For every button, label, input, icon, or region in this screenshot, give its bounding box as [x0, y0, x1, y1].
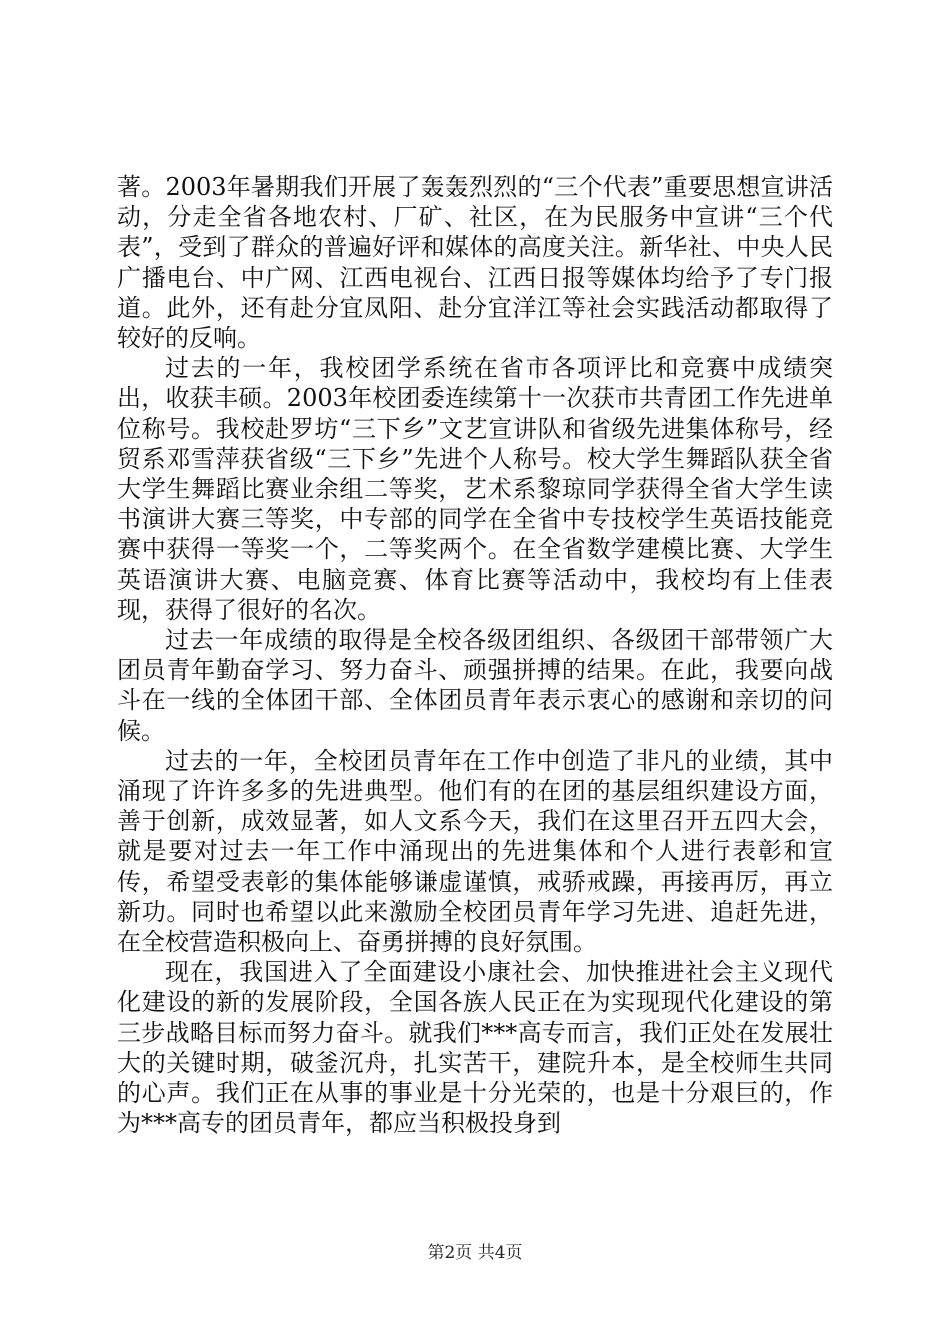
- paragraph-3: 过去一年成绩的取得是全校各级团组织、各级团干部带领广大团员青年勤奋学习、努力奋斗、顽强拼搏的结果。在此，我要向战斗在一线的全体团干部、全体团员青年表示衷心的感谢和亲切的问候。: [117, 626, 833, 745]
- paragraph-1: 著。2003年暑期我们开展了轰轰烈烈的“三个代表”重要思想宣讲活动，分走全省各地农村、厂矿、社区，在为民服务中宣讲“三个代表”，受到了群众的普遍好评和媒体的高度关注。新华社、中央人民广播电台、中广网、江西电视台、江西日报等媒体均给予了专门报道。此外，还有赴分宜凤阳、赴分宜洋江等社会实践活动都取得了较好的反响。: [117, 173, 833, 353]
- paragraph-5: 现在，我国进入了全面建设小康社会、加快推进社会主义现代化建设的新的发展阶段，全国各族人民正在为实现现代化建设的第三步战略目标而努力奋斗。就我们***高专而言，我们正处在发展壮大的关键时期，破釜沉舟，扎实苦干，建院升本，是全校师生共同的心声。我们正在从事的事业是十分光荣的，也是十分艰巨的，作为***高专的团员青年，都应当积极投身到: [117, 958, 833, 1138]
- paragraph-4: 过去的一年，全校团员青年在工作中创造了非凡的业绩，其中涌现了许许多多的先进典型。他们有的在团的基层组织建设方面，善于创新，成效显著，如人文系今天，我们在这里召开五四大会，就是要对过去一年工作中涌现出的先进集体和个人进行表彰和宣传，希望受表彰的集体能够谦虚谨慎，戒骄戒躁，再接再厉，再立新功。同时也希望以此来激励全校团员青年学习先进、追赶先进，在全校营造积极向上、奋勇拼搏的良好氛围。: [117, 746, 833, 957]
- paragraph-2: 过去的一年，我校团学系统在省市各项评比和竞赛中成绩突出，收获丰硕。2003年校团委连续第十一次获市共青团工作先进单位称号。我校赴罗坊“三下乡”文艺宣讲队和省级先进集体称号，经贸系邓雪萍获省级“三下乡”先进个人称号。校大学生舞蹈队获全省大学生舞蹈比赛业余组二等奖，艺术系黎琼同学获得全省大学生读书演讲大赛三等奖，中专部的同学在全省中专技校学生英语技能竞赛中获得一等奖一个，二等奖两个。在全省数学建模比赛、大学生英语演讲大赛、电脑竞赛、体育比赛等活动中，我校均有上佳表现，获得了很好的名次。: [117, 354, 833, 624]
- page-number-footer: 第2页 共4页: [427, 1243, 523, 1263]
- document-body: [117, 172, 833, 1139]
